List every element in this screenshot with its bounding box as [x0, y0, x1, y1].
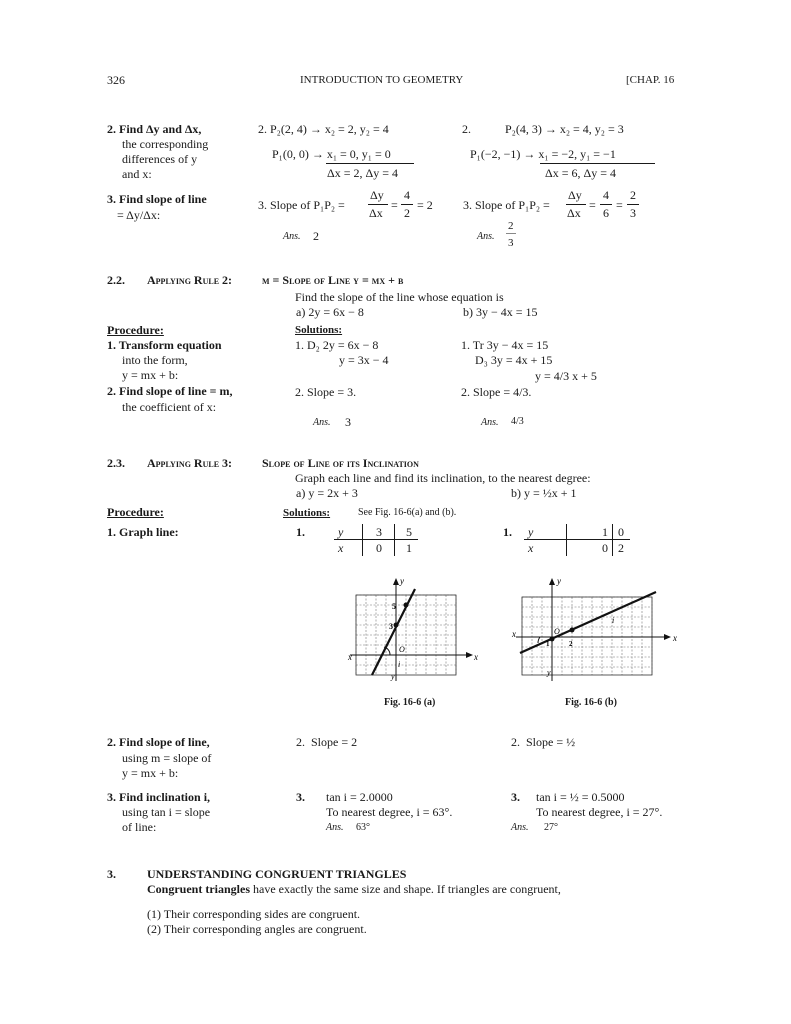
section-2-2-number: 2.2.: [107, 273, 125, 287]
slope-a: 2. Slope = 3.: [295, 385, 357, 399]
see-fig-note: See Fig. 16-6(a) and (b).: [358, 507, 457, 518]
frac-den2-a: 2: [404, 206, 410, 220]
frac-num-a: Δy: [370, 188, 384, 202]
section-2-2-part-b: b) 3y − 4x = 15: [463, 305, 538, 319]
ans-label-2-2a: Ans.: [313, 417, 331, 428]
section-3-number: 3.: [107, 867, 116, 881]
ans-label-2-3b: Ans.: [511, 822, 529, 833]
tan-a: tan i = 2.0000: [326, 790, 393, 804]
point-0-3: [394, 623, 399, 628]
inclination-step-line-1: 3. Find inclination i,: [107, 790, 211, 804]
table-b-y-1: 1: [602, 525, 608, 539]
slope-b: 2. Slope = 4/3.: [461, 385, 532, 399]
solutions-label: Solutions:: [295, 324, 343, 336]
frac-bar-b: [566, 204, 586, 205]
ans-frac-bar-b: [506, 233, 516, 234]
inclination-step-line-2: using tan i = slope: [122, 805, 211, 819]
angle-label-b: i: [612, 616, 615, 625]
p1-coords-a: P₁(0, 0) → x₁ = 0, y₁ = 0: [272, 147, 391, 161]
step2-line-3: differences of y: [122, 152, 198, 166]
slope-label-a: 3. Slope of P₁P₂ =: [258, 198, 345, 212]
table-b-vrule-1: [566, 524, 567, 556]
step2-line-1: 2. Find Δy and Δx,: [107, 122, 202, 136]
p2-coords-b: P₂(4, 3) → x₂ = 4, y₂ = 3: [505, 122, 624, 136]
table-a-x-1: 0: [376, 541, 382, 555]
ans-label-a: Ans.: [283, 231, 301, 242]
frac-num2-a: 4: [404, 188, 410, 202]
subtract-rule-b: [540, 163, 655, 164]
y-label-a: y: [400, 576, 404, 586]
y-arrow-a: [393, 578, 399, 585]
ans-value-2-3a: 63°: [356, 822, 370, 833]
point-0-1: [550, 637, 555, 642]
table-b-y-label: y: [528, 525, 534, 539]
transform-step-1: 1. Transform equation: [107, 338, 222, 352]
transform-step-2: into the form,: [122, 353, 188, 367]
inclination-a-number: 3.: [296, 790, 305, 804]
angle-label-a: i: [398, 660, 401, 669]
y-arrow-b: [549, 578, 555, 585]
x-label-a: x: [348, 652, 352, 662]
step3-line-2: = Δy/Δx:: [117, 208, 161, 222]
frac-den-a: Δx: [369, 206, 383, 220]
section-2-3-prompt: Graph each line and find its inclination, to the nearest degree:: [295, 471, 591, 485]
frac-num2-b: 4: [603, 188, 609, 202]
p1-coords-b: P₁(−2, −1) → x₁ = −2, y₁ = −1: [470, 147, 616, 161]
ans-num-b: 2: [508, 220, 514, 232]
subtract-rule-a: [326, 163, 414, 164]
ans-label-2-3a: Ans.: [326, 822, 344, 833]
slope-result-a: = 2: [417, 198, 433, 212]
find-slope-2-3-line-3: y = mx + b:: [122, 766, 179, 780]
step2-line-4: and x:: [122, 167, 152, 181]
intro-rest: have exactly the same size and shape. If triangles are congruent,: [250, 882, 561, 896]
page-number: 326: [107, 73, 125, 87]
transform-b-line-2: D₃ 3y = 4x + 15: [475, 353, 553, 367]
solutions-label-2-3: Solutions:: [283, 507, 331, 519]
find-slope-2-3-line-1: 2. Find slope of line,: [107, 735, 210, 749]
section-3-title: UNDERSTANDING CONGRUENT TRIANGLES: [147, 867, 407, 881]
frac-num3-b: 2: [630, 188, 636, 202]
frac-bar3-b: [627, 204, 639, 205]
table-a-y-2: 5: [406, 525, 412, 539]
procedure-label: Procedure:: [107, 323, 164, 337]
table-b-x-label: x: [528, 541, 534, 555]
x-arrow-b: [664, 634, 671, 640]
section-2-3-part-a: a) y = 2x + 3: [296, 486, 358, 500]
table-b-hrule: [524, 539, 630, 540]
graph-line-step: 1. Graph line:: [107, 525, 179, 539]
running-title: INTRODUCTION TO GEOMETRY: [300, 74, 464, 86]
section-3-intro: [147, 882, 561, 896]
x-label-right-b: x: [673, 633, 677, 643]
section-2-2-rule: Applying Rule 2:: [147, 273, 233, 287]
nearest-degree-b: To nearest degree, i = 27°.: [536, 805, 663, 819]
transform-b-line-1: 1. Tr 3y − 4x = 15: [461, 338, 549, 352]
origin-label-a: O: [399, 645, 405, 654]
step2-num-b: 2.: [462, 122, 471, 136]
x-label-right-a: x: [474, 652, 478, 662]
point-2-0: [570, 628, 575, 633]
procedure-label-2-3: Procedure:: [107, 505, 164, 519]
delta-values-a: Δx = 2, Δy = 4: [327, 166, 398, 180]
table-a-y-label: y: [338, 525, 344, 539]
inclination-arc-b: [538, 637, 540, 643]
ans-value-2-2b: 4/3: [511, 416, 524, 427]
origin-label-b: O: [554, 627, 560, 636]
table-a-x-2: 1: [406, 541, 412, 555]
frac-bar2-b: [600, 204, 612, 205]
ans-value-a: 2: [313, 229, 319, 243]
congruent-item-1: (1) Their corresponding sides are congruent.: [147, 907, 361, 921]
point-label-3: 3: [389, 622, 393, 631]
table-a-vrule-2: [394, 524, 395, 556]
grid-b: [522, 597, 652, 675]
table-a-vrule-1: [362, 524, 363, 556]
section-2-2-prompt: Find the slope of the line whose equation is: [295, 290, 504, 304]
ans-label-2-2b: Ans.: [481, 417, 499, 428]
section-2-3-number: 2.3.: [107, 456, 125, 470]
find-slope-2-3-line-2: using m = slope of: [122, 751, 212, 765]
nearest-degree-a: To nearest degree, i = 63°.: [326, 805, 453, 819]
fig-a-caption: Fig. 16-6 (a): [384, 697, 436, 708]
section-2-2-heading: m = Slope of Line y = mx + b: [262, 273, 404, 287]
slope-2-3a: 2. Slope = 2: [296, 735, 358, 749]
x-arrow-a: [466, 652, 473, 658]
chapter-label: [CHAP. 16: [626, 74, 675, 86]
section-2-2-part-a: a) 2y = 6x − 8: [296, 305, 364, 319]
table-b-vrule-2: [612, 524, 613, 556]
table-a-y-1: 3: [376, 525, 382, 539]
table-b-x-2: 2: [618, 541, 624, 555]
section-2-3-heading: Slope of Line of its Inclination: [262, 456, 419, 470]
section-2-3-part-b: b) y = ½x + 1: [511, 486, 577, 500]
ans-label-b: Ans.: [477, 231, 495, 242]
y-label-b: y: [557, 576, 561, 586]
table-a-hrule: [334, 539, 418, 540]
intro-bold-term: Congruent triangles: [147, 882, 250, 896]
fig-b-caption: Fig. 16-6 (b): [565, 697, 617, 708]
y-label-bottom-a: y: [391, 672, 395, 681]
frac-eq-b: =: [589, 198, 596, 212]
p2-coords-a: 2. P₂(2, 4) → x₂ = 2, y₂ = 4: [258, 122, 389, 136]
transform-b-line-3: y = 4/3 x + 5: [535, 369, 597, 383]
slope-label-b: 3. Slope of P₁P₂ =: [463, 198, 550, 212]
congruent-item-2: (2) Their corresponding angles are congruent.: [147, 922, 367, 936]
table-a-x-label: x: [338, 541, 344, 555]
frac-eq-a: =: [391, 198, 398, 212]
point-label-5: 5: [392, 602, 396, 611]
point-label-1: 1: [546, 640, 550, 648]
frac-den-b: Δx: [567, 206, 581, 220]
frac-den3-b: 3: [630, 206, 636, 220]
step2-line-2: the corresponding: [122, 137, 209, 151]
delta-values-b: Δx = 6, Δy = 4: [545, 166, 616, 180]
transform-a-line-2: y = 3x − 4: [339, 353, 389, 367]
frac-bar2-a: [401, 204, 413, 205]
inclination-step-line-3: of line:: [122, 820, 157, 834]
transform-step-3: y = mx + b:: [122, 368, 179, 382]
figure-16-6b-graph: [508, 575, 688, 685]
frac-eq2-b: =: [616, 198, 623, 212]
inclination-b-number: 3.: [511, 790, 520, 804]
slope-2-3b: 2. Slope = ½: [511, 735, 576, 749]
table-b-y-2: 0: [618, 525, 624, 539]
ans-value-2-3b: 27°: [544, 822, 558, 833]
table-b-x-1: 0: [602, 541, 608, 555]
section-2-3-rule: Applying Rule 3:: [147, 456, 233, 470]
table-b-number: 1.: [503, 525, 512, 539]
frac-num-b: Δy: [568, 188, 582, 202]
frac-den2-b: 6: [603, 206, 609, 220]
x-label-b: x: [512, 629, 516, 639]
tan-b: tan i = ½ = 0.5000: [536, 790, 625, 804]
transform-a-line-1: 1. D₂ 2y = 6x − 8: [295, 338, 379, 352]
point-1-5: [404, 603, 409, 608]
find-slope-step-2: the coefficient of x:: [122, 400, 217, 414]
figure-16-6a-graph: [340, 575, 490, 685]
point-label-2: 2: [569, 640, 573, 648]
y-label-bottom-b: y: [547, 668, 551, 677]
step3-line-1: 3. Find slope of line: [107, 192, 207, 206]
frac-bar-a: [368, 204, 388, 205]
graph-line-b: [520, 592, 656, 653]
find-slope-step-1: 2. Find slope of line = m,: [107, 384, 233, 398]
ans-den-b: 3: [508, 237, 514, 249]
ans-value-2-2a: 3: [345, 415, 351, 429]
table-a-number: 1.: [296, 525, 305, 539]
